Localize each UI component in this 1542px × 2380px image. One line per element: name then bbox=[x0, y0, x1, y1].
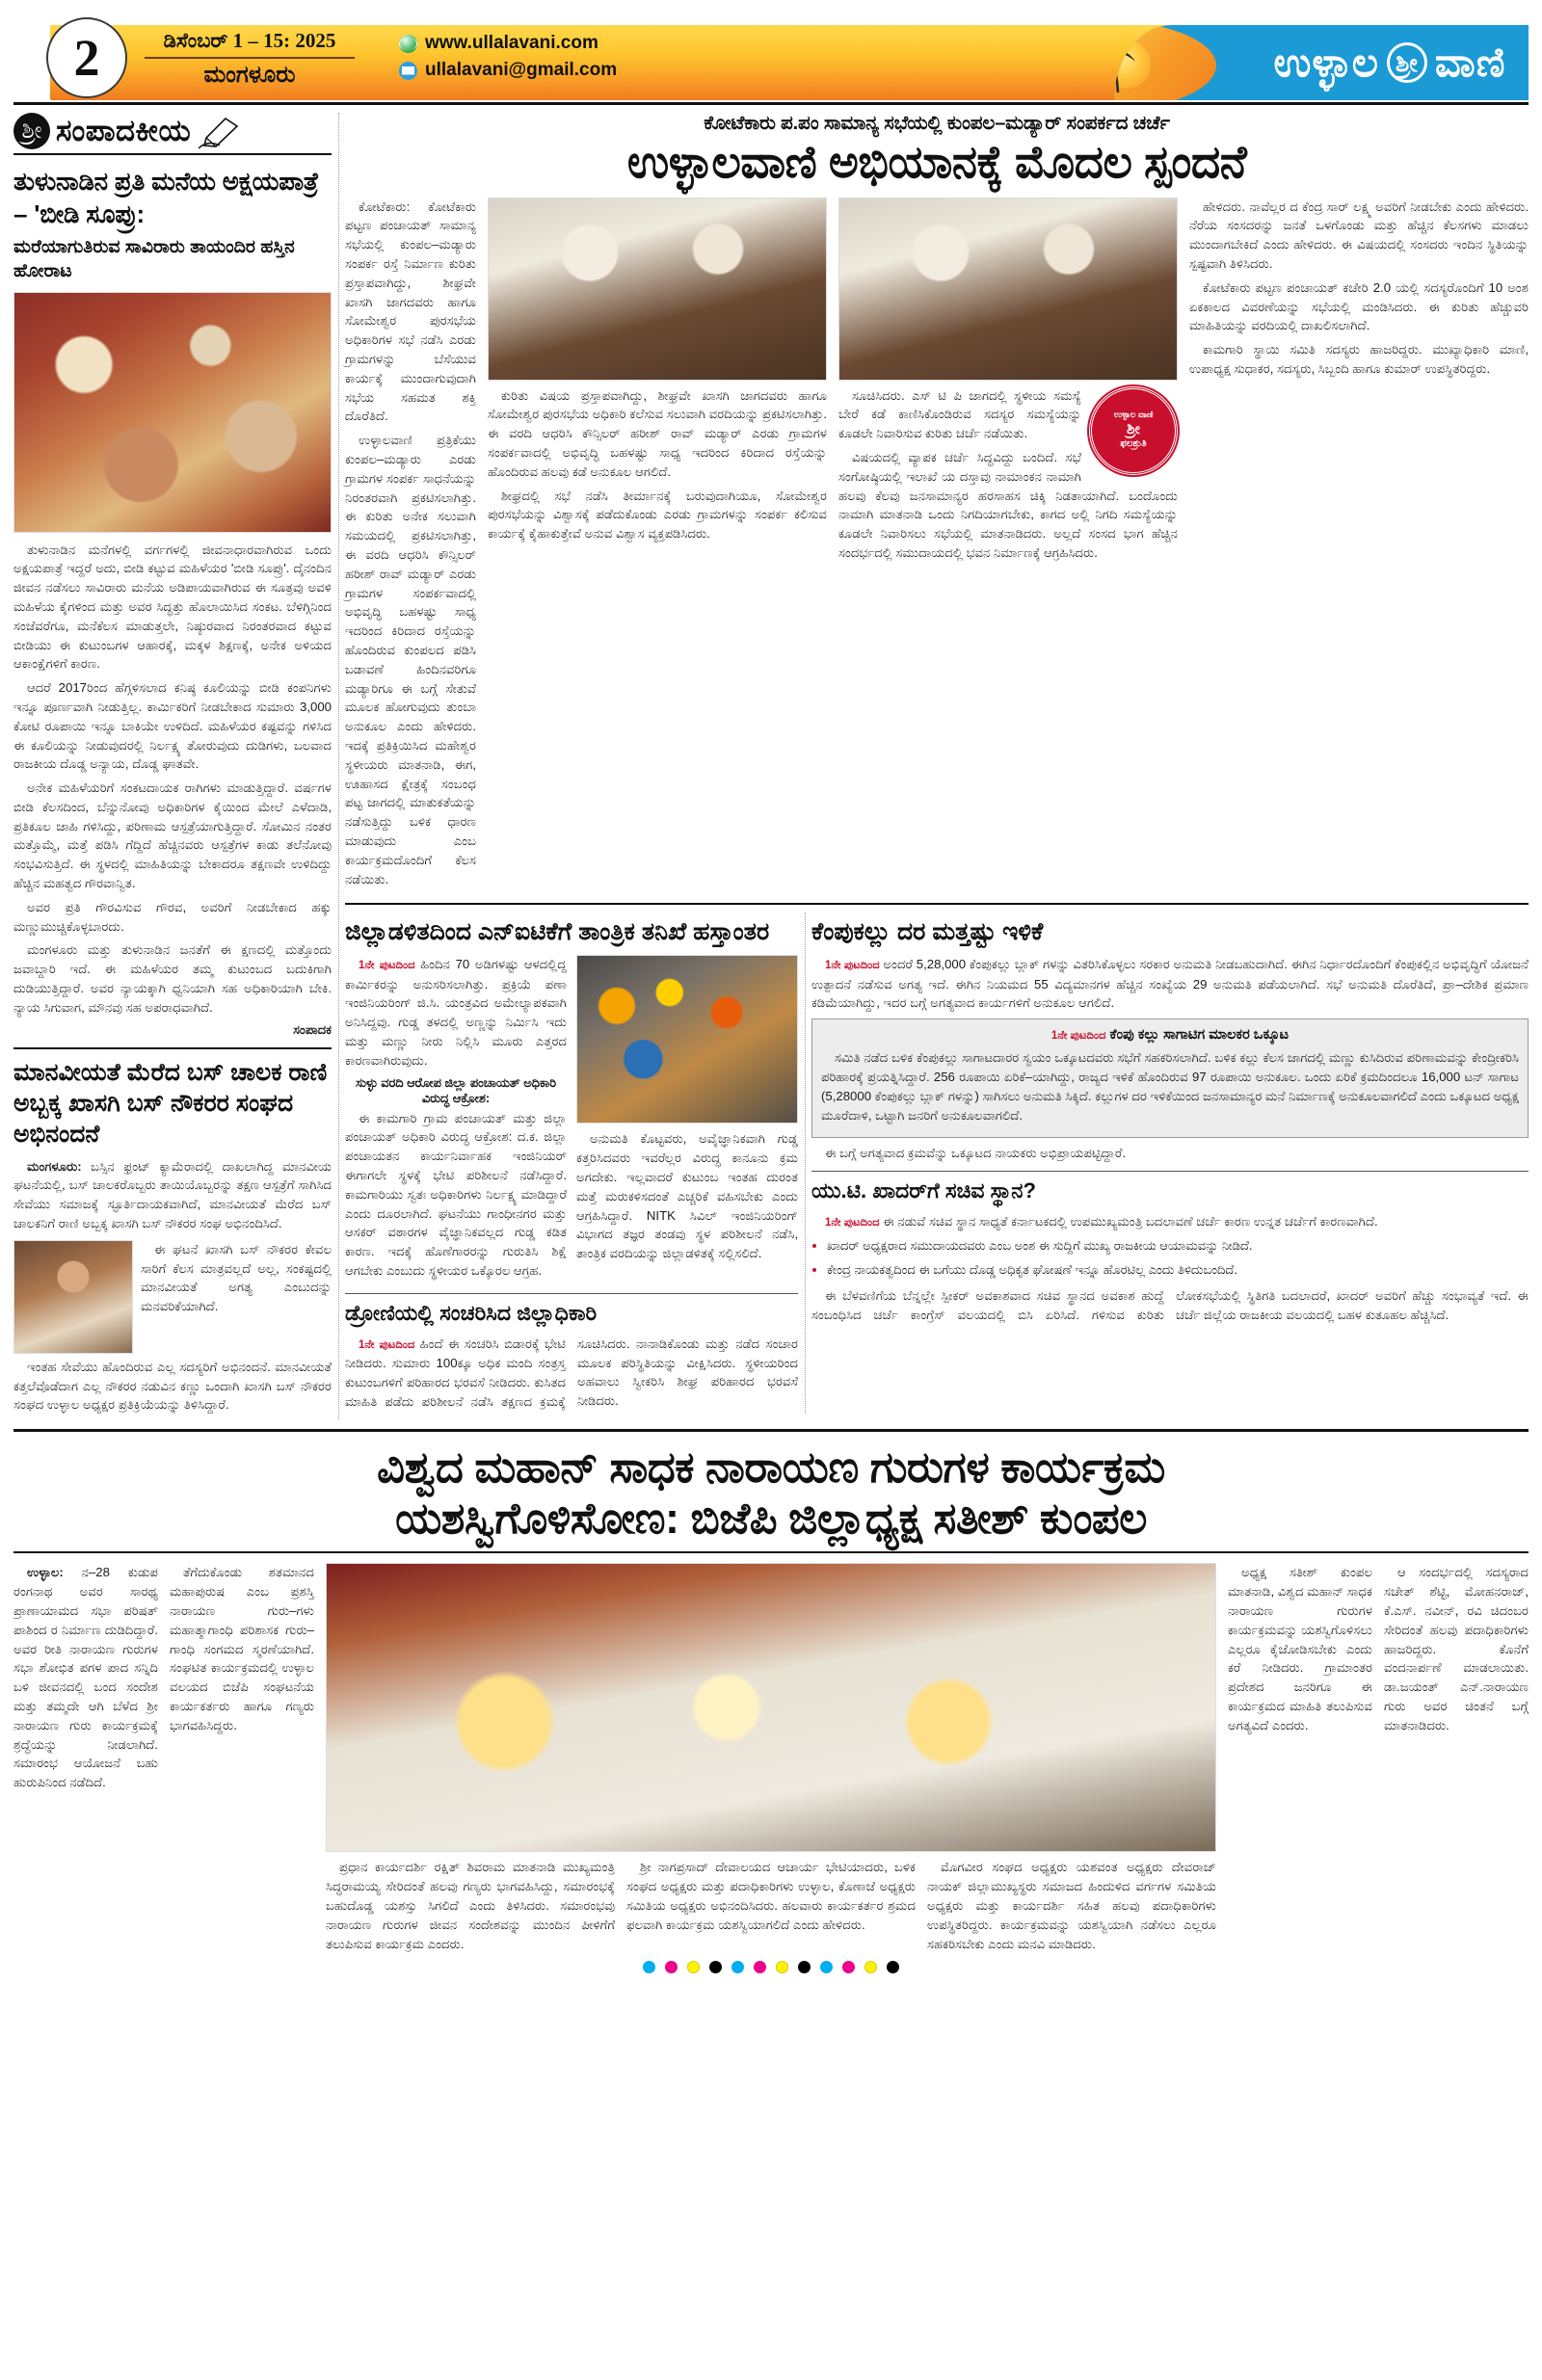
main-story-col-2 bbox=[488, 198, 827, 894]
continuation-tag: 1ನೇ ಪುಟದಿಂದ bbox=[1050, 1030, 1106, 1043]
main-story-para: ಉಳ್ಳಾಲವಾಣಿ ಪ್ರತ್ರಿಕೆಯು ಕುಂಪಲ–ಮಡ್ಯಾರು ಎರಡು ಗ್ರಾಮಗಳ ಸಂಪರ್ಕ ಸಾಧನೆಯನ್ನು ನಿರಂತರವಾಗಿ ಪ್ರಕಟಿಸಲಾಗಿತ್ತು. ಈ ಕುರಿತು ಅನೇಕ ಸಲುವಾಗಿ ಸಮಯದಲ್ಲಿ ಪ್ರಕಟಿಸಲಾಗಿತ್ತು, ಈ ವರದಿ ಆಧರಿಸಿ ಕೌನ್ಸಿಲರ್ ಹರೀಶ್ ರಾವ್ ಮಡ್ಯಾರ್ ಎರಡು ಗ್ರಾಮಗಳ ಸಂಪರ್ಕವಾದಲ್ಲಿ ಅಭಿವೃದ್ಧಿ ಬಹಳಷ್ಟು ಸಾಧ್ಯ ಇದರಿಂದ ಕಿರಿದಾದ ರಸ್ತೆಯನ್ನು ಹೊಂದಿರುವ ಕುಂಪಲದ ಪಡಿಸಿ ಬಡಾವಣೆ ಹಿಂದಿನವರಿಗೂ ಮಡ್ಯಾರಿಗೂ ಈ ಬಗ್ಗೆ ಸೇತುವೆ ಮೂಲಕ ಹೋಗುವುದು ತುಂಬಾ ಅನುಕೂಲ ಎಂದು ಹೇಳಿದರು. ಇದಕ್ಕೆ ಪ್ರತಿಕ್ರಿಯಿಸಿದ ಮಹೇಶ್ವರ ಸ್ಥಳೀಯರು ಮಾತನಾಡಿ, ಈಗ, ಊಹಾಸದ ಕ್ಷೇತ್ರಕ್ಕೆ ಸಂಬಂಧ ಪಟ್ಟ ಜಾಗದಲ್ಲಿ ಮಾತುಕತೆಯನ್ನು ನಡೆಸುತ್ತಿದ್ದು ಬಳಿಕ ಧಾರಣ ಮಾಡುವುದು ಎಂಬ ಕಾರ್ಯಕ್ರಮದೊಂದಿಗೆ ಕೆಲಸ ನಡೆಯಿತು. bbox=[345, 433, 476, 886]
editorial-column bbox=[13, 113, 332, 1419]
editorial-para: ಮಂಗಳೂರು ಮತ್ತು ತುಳುನಾಡಿನ ಜನತೆಗೆ ಈ ಕ್ಷಣದಲ್ಲಿ ಮತ್ತೊಂದು ಜವಾಬ್ದಾರಿ ಇದೆ. ಈ ಮಹಿಳೆಯರ ತಮ್ಮ ಕುಟುಂಬದ ಬದುಕಿಗಾಗಿ ದುಡಿಯುತ್ತಿದ್ದಾರೆ. ಅವರ ನ್ಯಾಯಕ್ಕಾಗಿ ಧ್ವನಿಯಾಗಿ ಸಹ ಅಧಿಕಾರಿಯಾಗಿ ಬೇಕಿ. ನ್ಯಾಯ ಸಿಗುವಾಗ, ಮೌನವು ಸಹ ಅಪರಾಧವಾಗಿದೆ. bbox=[13, 942, 332, 1015]
registration-dot bbox=[643, 1961, 655, 1973]
bus-story-para: ಇಂತಹ ಸೇವೆಯು ಹೊಂದಿರುವ ಎಲ್ಲ ಸದಸ್ಯರಿಗೆ ಅಭಿನಂದನೆ. ಮಾನವೀಯತೆ ಕತ್ತಲೆವೊಡೆದಾಗ ಎಲ್ಲ ನೌಕರರ ನಡುವಿನ ಕಣ್ಣು ಒಂದಾಗಿ ಖಾಸಗಿ ಬಸ್ ನೌಕರರ ಸಂಘದ ಉಳ್ಳಾಲ ಅಧ್ಯಕ್ಷರ ಪ್ರತಿಕ್ರಿಯೆಯನ್ನು ತಿಳಿಸಿದ್ದಾರೆ. bbox=[13, 1359, 332, 1413]
banner-headline-line-2: ಯಶಸ್ವಿಗೊಳಿಸೋಣ: ಬಿಜೆಪಿ ಜಿಲ್ಲಾಧ್ಯಕ್ಷ ಸತೀಶ್ ಕುಂಪಲ bbox=[395, 1494, 1147, 1544]
main-story-grid bbox=[345, 198, 1529, 894]
drone-story-para: ಹಿಂದೆ ಈ ಸಂಚರಿಸಿ ಬಿಡಾರಕ್ಕೆ ಭೇಟಿ ನೀಡಿದರು. ಸುಮಾರು 100ಕ್ಕೂ ಅಧಿಕ ಮಂದಿ ಸಂತ್ರಸ್ತ ಕುಟುಂಬಗಳಿಗೆ ಪರಿಹಾರದ ಭರವಸೆ ನೀಡಿದರು. ಕುಸಿತದ ಮಾಹಿತಿ ಪಡೆದು ಪರಿಶೀಲನೆ ನಡೆಸಿ ತಕ್ಷಣದ ಕ್ರಮಕ್ಕೆ ಸೂಚಿಸಿದರು. ನಾನಾಡಿಕೊಂಡು ಮತ್ತು ನಡೆದ ಸಂಚಾರ ಮೂಲಕ ಪರಿಸ್ಥಿತಿಯನ್ನು ವೀಕ್ಷಿಸಿದರು. ಸ್ಥಳೀಯರಿಂದ ಅಹವಾಲು ಸ್ವೀಕರಿಸಿ ಶೀಘ್ರ ಪರಿಹಾರದ ಭರವಸೆ ನೀಡಿದರು. bbox=[345, 1335, 798, 1409]
drone-story-headline: ಡ್ರೋಣಿಯಲ್ಲಿ ಸಂಚರಿಸಿದ ಜಿಲ್ಲಾಧಿಕಾರಿ bbox=[345, 1300, 598, 1325]
edition-city: ಮಂಗಳೂರು bbox=[203, 62, 296, 88]
bus-story-dateline: ಮಂಗಳೂರು: bbox=[27, 1158, 82, 1174]
masthead-bottom-rule bbox=[13, 102, 1529, 105]
registration-dot bbox=[864, 1961, 877, 1973]
ut-bullet: • ಕೇಂದ್ರ ನಾಯಕತ್ವದಿಂದ ಈ ಬಗೆಯು ದೊಡ್ಡ ಅಧಿಕೃತ ಘೋಷಣೆ ಇನ್ನೂ ಹೊರಟಿಲ್ಲ ಎಂದು ತಿಳಿದುಬಂದಿದೆ. bbox=[827, 1261, 1529, 1280]
ut-story-para: ಈ ಬೆಳವಣಿಗೆಯ ಬೆನ್ನಲ್ಲೇ ಸ್ಪೀಕರ್ ಅವಕಾಶವಾದ ಸಚಿವ ಸ್ಥಾನದ ಅವಕಾಶ ಹುದ್ದೆ ಸಂಬಂಧಿಸಿದ ಚರ್ಚೆ ಕಾಂಗ್ರೆಸ್ ವಲಯದಲ್ಲಿ ಬಿಸಿ ಏರಿಸಿದೆ. ಗಳಿಸುವ ಕುರಿತು ಲೋಕಸಭೆಯಲ್ಲಿ ಸ್ಥಿತಿಗತಿ ಬದಲಾದರೆ, ಖಾದರ್ ಅವರಿಗೆ ಹೆಚ್ಚು ಸಂಭಾವ್ಯತೆ ಇದೆ. ಈ ಚರ್ಚೆ ಜಿಲ್ಲೆಯ ರಾಜಕೀಯ ವಲಯದಲ್ಲಿ ಬಹಳ ಕುತೂಹಲ ಹೆಚ್ಚಿಸಿದೆ. bbox=[811, 1288, 1529, 1323]
editorial-para: ಆದರೆ 2017ರಿಂದ ಹೆಗ್ಗಳಿಸಲಾದ ಕನಿಷ್ಠ ಕೂಲಿಯನ್ನು ಬೀಡಿ ಕಂಪನಿಗಳು ಇನ್ನೂ ಪೂರ್ಣವಾಗಿ ನೀಡುತ್ತಿಲ್ಲ. ಕಾರ್ಮಿಕರಿಗೆ ನೀಡಬೇಕಾದ ಸುಮಾರು 3,000 ಕೋಟಿ ರೂಪಾಯಿ ಇನ್ನೂ ಬಾಕಿಯೇ ಉಳಿದಿದೆ. ಮಹಿಳೆಯರ ಕಷ್ಟವನ್ನು ಗಳಿಸಿದ ಈ ಕೂಲಿಯನ್ನು ನೀಡುವುದರಲ್ಲಿ ನಿರ್ಲಕ್ಷ್ಯ ತೋರುವುದು ದುಡಿಗಳು, ಬಲವಾದ ರಾಜಕೀಯ ದೊಡ್ಡ ಅನ್ಯಾಯ, ದೊಡ್ಡ ಘಾತವೇ. bbox=[13, 680, 332, 772]
bottom-col-2 bbox=[170, 1563, 314, 1953]
nitk-story-para: ಹಿಂದಿನ 70 ಅಡಿಗಳಷ್ಟು ಆಳದಲ್ಲಿದ್ದ ಕಾರ್ಮಿಕರನ್ನು ಅನುಸರಿಸಲಾಗಿತ್ತು. ಪ್ರಕ್ರಿಯೆ ಪಣಾ ಇಂಜಿನಿಯರಿಂಗ್ ಜಿ.ಸಿ. ಯಂತ್ರವಿದ ಅಮೇಲ್ಯಾಪಕವಾಗಿ ಅನಿಸಿದ್ದವು. ಗುಡ್ಡ ತಳದಲ್ಲಿ ಅಣ್ಣನ್ನು ನಿರ್ಮಿಸಿ ಇದು ಮತ್ತು ಮಣ್ಣು ನೀರು ನಿಲ್ಲಿಸಿ ಮೂರು ಎತ್ತರದ ಕಾರಣವಾಗಿರುವುದು. bbox=[345, 957, 567, 1068]
editorial-subheadline: ಮರೆಯಾಗುತಿರುವ ಸಾವಿರಾರು ತಾಯಂದಿರ ಹಸ್ತಿನ ಹೋರಾಟ bbox=[13, 236, 295, 282]
ut-story-bullets bbox=[811, 1237, 1529, 1281]
masthead-divider bbox=[145, 57, 355, 59]
bus-story-para: ಬಸ್ಸಿನ ಫ್ರಂಟ್ ಕ್ಯಾಮೆರಾದಲ್ಲಿ ದಾಖಲಾಗಿದ್ದ ಮಾನವೀಯ ಘಟನೆಯಲ್ಲಿ, ಬಸ್ ಚಾಲಕರೊಬ್ಬರು ತಾಯಿಯೊಬ್ಬರನ್ನು ತಕ್ಷಣ ಆಸ್ಪತ್ರೆಗೆ ಸಾಗಿಸಿದ ಸೇವೆಯು ಸಮಾಜಕ್ಕೆ ಸ್ಫೂರ್ತಿದಾಯಕವಾಗಿದೆ, ಮಾನವೀಯತೆ ಮೆರೆದ ಬಸ್ ಚಾಲಕನಿಗೆ ರಾಣಿ ಅಬ್ಬಕ್ಕ ಖಾಸಗಿ ಬಸ್ ನೌಕರರ ಸಂಘ ಅಭಿನಂದಿಸಿದೆ. bbox=[13, 1158, 332, 1231]
nitk-story bbox=[345, 912, 798, 1413]
registration-dot bbox=[731, 1961, 744, 1973]
editorial-para: ಅನೇಕ ಮಹಿಳೆಯರಿಗೆ ಸಂಕಟದಾಯಕ ರಾಗಿಗಳು ಮಾಡುತ್ತಿದ್ದಾರೆ. ವರ್ಷಗಳ ಬೀಡಿ ಕೆಲಸದಿಂದ, ಬೆನ್ನುನೋವು ಅಧಿಕಾರಿಗಳ ಕೈಯಿಂದ ಮೇಲೆ ಎಳೆದಾಡಿ, ಪ್ರತಿಕೂಲ ಜಾಹಿ ಗಳಿಸಿದ್ದು, ಪರಿಣಾಮ ಆಸ್ಪತ್ರೆಯಾಗುತ್ತಿದ್ದಾರೆ. ಸೋಮಿನ ನಂತರ ಮತ್ತೊಮ್ಮೆ, ಮತ್ತೆ ಪಡಿಸಿ ಗೆದ್ದಿದೆ ಹೆಚ್ಚಿನವರು ಆಸ್ಪತ್ರೆಗಳ ಕಾಡು ತಲೆನೋವು ಸಂಭವಿಸುತ್ತಿದೆ. ಈ ಸ್ಥಳದಲ್ಲಿ ಮಾಹಿತಿಯನ್ನು ಬೇಕಾದರೂ ತಕ್ಷಣವೇ ಉಳಿದಿದ್ದು ಹೆಚ್ಚಿನ ಮಹತ್ವದ ಗೌರವಾನ್ವಿತ. bbox=[13, 780, 332, 891]
mail-icon bbox=[399, 62, 417, 80]
bottom-story-columns bbox=[13, 1563, 1529, 1953]
main-story-para: ಕೋಟೆಕಾರು: ಕೋಟೆಕಾರು ಪಟ್ಟಣ ಪಂಚಾಯತ್ ಸಾಮಾನ್ಯ ಸಭೆಯಲ್ಲಿ ಕುಂಪಲ–ಮಡ್ಯಾರು ಸಂಪರ್ಕ ರಸ್ತೆ ನಿರ್ಮಾಣ ಕುರಿತು ಪ್ರಸ್ತಾಪವಾಗಿದ್ದು, ಶೀಘ್ರವೇ ಖಾಸಗಿ ಜಾಗದವರು ಹಾಗೂ ಸೋಮೇಶ್ವರ ಪುರಸಭೆಯ ಅಧಿಕಾರಿಗಳ ಸಭೆ ನಡೆಸಿ ಎರಡು ಗ್ರಾಮಗಳನ್ನು ಬೆಸೆಯುವ ಕಾರ್ಯಕ್ಕೆ ಮುಂದಾಗುವುದಾಗಿ ಸಭೆಯ ಸಹಮತ ಶಕ್ತಿ ದೊರೆತಿದೆ. bbox=[345, 198, 476, 424]
bus-story-body-2 bbox=[141, 1240, 332, 1354]
bottom-banner bbox=[13, 1429, 1529, 1553]
registration-dot bbox=[842, 1961, 855, 1973]
continuation-tag: 1ನೇ ಪುಟದಿಂದ bbox=[825, 1217, 880, 1230]
main-story-para: ಸೂಚಿಸಿದರು. ಎಸ್ ಟಿ ಪಿ ಜಾಗದಲ್ಲಿ ಸ್ಥಳೀಯ ಸಮಸ್ಯೆ ಬೇರೆ ಕಡೆ ಕಾಣಿಸಿಕೊಂಡಿರುವ ಸದಸ್ಯರ ಸಮಸ್ಯೆಯನ್ನು ಕೂಡಲೇ ನಿವಾರಿಸುವ ಕುರಿತು ಚರ್ಚೆ ನಡೆಯಿತು. bbox=[838, 387, 1081, 441]
seal-line-3: ಫಲಶ್ರುತಿ bbox=[1120, 438, 1147, 450]
bottom-para: ಅಧ್ಯಕ್ಷ ಸತೀಶ್ ಕುಂಪಲ ಮಾತನಾಡಿ, ವಿಶ್ವದ ಮಹಾನ್ ಸಾಧಕ ನಾರಾಯಣ ಗುರುಗಳ ಕಾರ್ಯಕ್ರಮವನ್ನು ಯಶಸ್ವಿಗೊಳಿಸಲು ಎಲ್ಲರೂ ಕೈಜೋಡಿಸಬೇಕು ಎಂದು ಕರೆ ನೀಡಿದರು. ಗ್ರಾಮಾಂತರ ಪ್ರದೇಶದ ಜನರಿಗೂ ಈ ಕಾರ್ಯಕ್ರಮದ ಮಾಹಿತಿ ತಲುಪಿಸುವ ಅಗತ್ಯವಿದೆ ಎಂದರು. bbox=[1228, 1565, 1372, 1732]
masthead-logo-block bbox=[1114, 25, 1529, 100]
bottom-para: ಶ್ರೀ ನಾಗಪ್ರಸಾದ್ ದೇವಾಲಯದ ಆಚಾರ್ಯ ಭೇಟಿಯಾದರು, ಬಳಿಕ ಸಂಘದ ಅಧ್ಯಕ್ಷರು ಮತ್ತು ಪದಾಧಿಕಾರಿಗಳು ಉಳ್ಳಾಲ, ಕೊಣಾಜೆ ಅಧ್ಯಕ್ಷರು ಸಮಿತಿಯ ಅಧ್ಯಕ್ಷರು ಅಭಿನಂದಿಸಿದರು. ಹಲವಾರು ಕಾರ್ಯಕರ್ತರ ಶ್ರಮದ ಫಲವಾಗಿ ಕಾರ್ಯಕ್ರಮ ಯಶಸ್ವಿಯಾಗಲಿದೆ ಎಂದು ಹೇಳಿದರು. bbox=[626, 1860, 916, 1932]
main-story-para: ಕಾಮಗಾರಿ ಸ್ಥಾಯಿ ಸಮಿತಿ ಸದಸ್ಯರು ಹಾಜರಿದ್ದರು. ಮುಖ್ಯಾಧಿಕಾರಿ ಮಾಣಿ, ಉಪಾಧ್ಯಕ್ಷ ಸುಧಾಕರ, ಸದಸ್ಯರು, ಸಿಬ್ಬಂದಿ ಹಾಗೂ ಕುಮಾರ್ ಉಪಸ್ಥಿತರಿದ್ದರು. bbox=[1189, 342, 1529, 376]
registration-dot bbox=[887, 1961, 899, 1973]
section-divider bbox=[345, 903, 1529, 905]
bus-driver-photo bbox=[13, 1240, 133, 1354]
masthead-logo-text bbox=[1259, 31, 1521, 94]
bottom-para: ಪ್ರಧಾನ ಕಾರ್ಯದರ್ಶಿ ರಕ್ಷಿತ್ ಶಿವರಾಮ ಮಾತನಾಡಿ ಮುಖ್ಯಮಂತ್ರಿ ಸಿದ್ಧರಾಮಯ್ಯ ಸೇರಿದಂತೆ ಹಲವು ಗಣ್ಯರು ಭಾಗವಹಿಸಿದ್ದು, ಸಮಾರಂಭಕ್ಕೆ ಬಹುದೊಡ್ಡ ಯಶಸ್ಸು ಸಿಗಲಿದೆ ಎಂದು ತಿಳಿಸಿದರು. ಸಮಾರಂಭವು ನಾರಾಯಣ ಗುರುಗಳ ಜೀವನ ಸಂದೇಶವನ್ನು ಮುಂದಿನ ಪೀಳಿಗೆಗೆ ತಲುಪಿಸುವ ಕಾರ್ಯಕ್ರಮ ಎಂದರು. bbox=[326, 1860, 615, 1951]
bottom-col-5 bbox=[1228, 1563, 1372, 1953]
kempukallu-infobox bbox=[811, 1018, 1529, 1138]
nitk-subhead: ಸುಳ್ಳು ವರದಿ ಆರೋಪ ಜಿಲ್ಲಾ ಪಂಚಾಯತ್ ಅಧಿಕಾರಿ ವಿರುದ್ಧ ಆಕ್ರೋಶ: bbox=[356, 1074, 556, 1105]
continuation-tag: 1ನೇ ಪುಟದಿಂದ bbox=[359, 1338, 415, 1351]
nitk-story-headline: ಜಿಲ್ಲಾಡಳಿತದಿಂದ ಎನ್ಐಟಿಕೆಗೆ ತಾಂತ್ರಿಕ ತನಿಖೆ ಹಸ್ತಾಂತರ bbox=[345, 918, 770, 946]
logo-word-vani: ವಾಣಿ bbox=[1434, 39, 1506, 85]
sunset-graphic bbox=[1114, 25, 1216, 100]
kempukallu-footer: ಈ ಬಗ್ಗೆ ಅಗತ್ಯವಾದ ಕ್ರಮವೆನ್ನು ಒಕ್ಕೂಟದ ನಾಯಕರು ಅಭಿಪ್ರಾಯಪಟ್ಟಿದ್ದಾರೆ. bbox=[825, 1146, 1127, 1161]
bus-story-body bbox=[13, 1157, 332, 1233]
bjp-event-group-photo bbox=[326, 1563, 1216, 1852]
ut-story-lead: ಈ ನಡುವೆ ಸಚಿವ ಸ್ಥಾನ ಸಾಧ್ಯತೆ ಕರ್ನಾಟಕದಲ್ಲಿ ಉಪಮುಖ್ಯಮಂತ್ರಿ ಬದಲಾವಣೆ ಚರ್ಚೆ ಕಾರಣ ಉನ್ನತ ಚರ್ಚೆಗೆ ಕಾರಣವಾಗಿದೆ. bbox=[883, 1214, 1378, 1230]
registration-dot bbox=[709, 1961, 722, 1973]
palm-tree-icon bbox=[1114, 25, 1153, 94]
continuation-tag: 1ನೇ ಪುಟದಿಂದ bbox=[825, 960, 880, 972]
editorial-para: ತುಳುನಾಡಿನ ಮನೆಗಳಲ್ಲಿ ವರ್ಗಗಳಲ್ಲಿ ಜೀವನಾಧಾರವಾಗಿರುವ ಒಂದು ಅಕ್ಷಯಪಾತ್ರೆ ಇದ್ದರೆ ಅದು, ಬೀಡಿ ಕಟ್ಟುವ ಮಹಿಳೆಯರ 'ಬೀಡಿ ಸೂಪ್ರು'. ದೈನಂದಿನ ಜೀವನ ನಡೆಸಲು ಸಾವಿರಾರು ಮನೆಯ ಅಡಿಪಾಯವಾಗಿರುವ ಈ ಸೂತ್ರವು ಅವಳಿ ಮಹಿಳೆಯ ಕೈಗಳಿಂದ ಮತ್ತು ಅವರ ಸಿದ್ಧತ್ತು ಹೊಲಾಯಿಸಿದ ಸಂಕಟ. ಬೆಳಿಗ್ಗಿನಿಂದ ಸಂಜೆವರೆಗೂ, ಮನೆಕೆಲಸ ಮಾಡುತ್ತಲೇ, ನಿಷ್ಠುರವಾದ ನಿರಂತರವಾದ ಕಟ್ಟುವ ಬೀಡಿಯು ಈ ಕುಟುಂಬಗಳ ಆಹಾರಕ್ಕೆ, ಮಕ್ಕಳ ಶಿಕ್ಷಣಕ್ಕೆ, ಅನೇಕ ಅಳಿಯದ ಆಕಾಂಕ್ಷೆಗಳಿಗೆ ಕಾರಣ. bbox=[13, 542, 332, 672]
editorial-section-label: ಸಂಪಾದಕೀಯ bbox=[56, 114, 192, 147]
editorial-para: ಅವರ ಪ್ರತಿ ಗೌರವಿಸುವ ಗೌರವ, ಅವರಿಗೆ ನೀಡಬೇಕಾದ ಹಕ್ಕು ಮಣ್ಣುಮುಚ್ಚಿಕೊಳ್ಳಬಾರದು. bbox=[13, 899, 332, 934]
globe-icon bbox=[399, 35, 417, 53]
bus-story-para: ಈ ಘಟನೆ ಖಾಸಗಿ ಬಸ್ ನೌಕರರ ಕೇವಲ ಸಾರಿಗೆ ಕೆಲಸ ಮಾತ್ರವಲ್ಲದೆ ಅಲ್ಲ, ಸಂಕಷ್ಟದಲ್ಲಿ ಮಾನವೀಯತೆ ಅಗತ್ಯ ಎಂಬುದನ್ನು ಮನವರಿಕೆಯಾಗಿದೆ. bbox=[141, 1241, 332, 1314]
main-story-para: ಕೋಟೆಕಾರು ಪಟ್ಟಣ ಪಂಚಾಯತ್ ಕಚೇರಿ 2.0 ಯಲ್ಲಿ ಸದಸ್ಯರೊಂದಿಗೆ 10 ಅಂಶ ಏಕಕಾಲದ ವಿವರಣೆಯನ್ನು ಸಭೆಯಲ್ಲಿ ಮಂಡಿಸಿದರು. ಈ ಕುರಿತು ಹೆಚ್ಚುವರಿ ಮಾಹಿತಿಯನ್ನು ವರದಿಯಲ್ಲಿ ದಾಖಲಿಸಲಾಗಿದೆ. bbox=[1189, 279, 1529, 333]
registration-dot bbox=[798, 1961, 811, 1973]
main-story-col-3 bbox=[838, 198, 1178, 894]
email-address[interactable]: ullalavani@gmail.com bbox=[425, 60, 618, 80]
masthead bbox=[13, 12, 1529, 100]
website-row[interactable] bbox=[399, 33, 617, 54]
bottom-col-1 bbox=[13, 1563, 158, 1953]
top-section bbox=[13, 113, 1529, 1419]
bottom-col-6 bbox=[1384, 1563, 1529, 1953]
email-row[interactable] bbox=[399, 60, 617, 81]
kempukallu-story-headline: ಕೆಂಪುಕಲ್ಲು ದರ ಮತ್ತಷ್ಟು ಇಳಿಕೆ bbox=[811, 918, 1044, 946]
nitk-story-para: ಈ ಕಾಮಗಾರಿ ಗ್ರಾಮ ಪಂಚಾಯತ್ ಮತ್ತು ಜಿಲ್ಲಾ ಪಂಚಾಯತ್ ಅಧಿಕಾರಿ ವಿರುದ್ಧ ಆಕ್ರೋಶ: ದ.ಕ. ಜಿಲ್ಲಾ ಪಂಚಾಯತನ ಕಾರ್ಯನಿರ್ವಾಹಕ ಇಂಜಿನಿಯರ್ ಈಗಾಗಲೇ ಸ್ಥಳಕ್ಕೆ ಭೇಟಿ ಪರಿಶೀಲನೆ ನಡೆಸಿದ್ದಾರೆ. ಕಾಮಗಾರಿಯು ಸ್ವತಃ ಅಧಿಕಾರಿಗಳು ನಿರ್ಲಕ್ಷ್ಯ ಮಾಡಿದ್ದಾರೆ ಎಂದು ದೂರಲಾಗಿದೆ. ಘಟನೆಯು ಗಾಂಧೀನಗರ ಮತ್ತು ಆಸಕರ್ ವಠಾರಗಳ ವೈಜ್ಞಾನಿಕವಲ್ಲದ ಗುಡ್ಡ ಕಡಿತ ಕಾರಣ. ಇದಕ್ಕೆ ಹೊಣೆಗಾರರನ್ನು ಗುರುತಿಸಿ ಶಿಕ್ಷೆ ಆಗಬೇಕು ಎಂಬುದು ಸ್ಥಳೀಯರ ಒಕ್ಕೊರಲ ಆಗ್ರಹ. bbox=[345, 1110, 567, 1278]
bus-story-headline: ಮಾನವೀಯತೆ ಮೆರೆದ ಬಸ್ ಚಾಲಕ ರಾಣಿ ಅಬ್ಬಕ್ಕ ಖಾಸಗಿ ಬಸ್ ನೌಕರರ ಸಂಘದ ಅಭಿನಂದನೆ bbox=[13, 1058, 328, 1148]
council-meeting-photo-2 bbox=[838, 198, 1178, 381]
registration-dot bbox=[820, 1961, 833, 1973]
infobox-body: ಸಮಿತಿ ನಡೆದ ಬಳಿಕ ಕೆಂಪುಕಲ್ಲು ಸಾಗಾಟದಾರರ ಸ್ವಯಂ ಒಕ್ಕೂಟದವರು ಸಭೆಗೆ ಸಹಕರಿಸಲಾಗಿದೆ. ಬಳಿಕ ಕಲ್ಲು ಕೆಲಸ ಜಾಗದಲ್ಲಿ ಮಣ್ಣು ಕುಸಿದಿರುವ ಪರಿಣಾಮವನ್ನು ಕೇಂದ್ರೀಕರಿಸಿ ಪರಿಹಾರಕ್ಕೆ ಪ್ರಯತ್ನಿಸಿದ್ದಾರೆ. 256 ರೂಪಾಯಿ ಏರಿಕೆ–ಯಾಗಿದ್ದು, ರಾಜ್ಯದ ಇಳಿಕೆ ಹೊಂದಿರುವ 97 ರೂಪಾಯಿ ಅನುಕೂಲ. ಒಂದು ಏರಿಕೆ ಕ್ರಮದಿಂದಲೂ 16,000 ಟನ್ ಸಾಗಾಟ (5,28000 ಕೆಂಪುಕಲ್ಲು ಬ್ಲಾಕ್ ಗಳನ್ನು) ಸಾಗಿಸಲು ಅನುಮತಿ ಸಿಕ್ಕಿದೆ. ಕಲ್ಲುಗಳ ದರ ಇಳಿಕೆಯಿಂದ ಜನಸಾಮಾನ್ಯರ ಮನೆ ನಿರ್ಮಾಣಕ್ಕೆ ಅನುಕೂಲವಾಗಲಿದೆ ಎಂದು ಒಕ್ಕೂಟದ ಅಧ್ಯಕ್ಷ ಮೂರೆದಾಳಿ, ಒಟ್ಟಾಗಿ ಜನರಿಗೆ ಅನುಕೂಲವಾಗಲಿದೆ. bbox=[821, 1050, 1519, 1123]
sri-emblem-icon: ಶ್ರೀ bbox=[13, 113, 50, 149]
registration-dot bbox=[687, 1961, 700, 1973]
registration-dot bbox=[754, 1961, 766, 1973]
section-divider bbox=[811, 1171, 1529, 1172]
section-divider bbox=[13, 1047, 332, 1049]
bottom-dateline: ಉಳ್ಳಾಲ: bbox=[27, 1565, 64, 1580]
main-story-headline: ಉಳ್ಳಾಲವಾಣಿ ಅಭಿಯಾನಕ್ಕೆ ಮೊದಲ ಸ್ಪಂದನೆ bbox=[626, 136, 1247, 187]
color-registration-marks bbox=[13, 1961, 1529, 1973]
bottom-para: ಮೊಗವೀರ ಸಂಘದ ಅಧ್ಯಕ್ಷರು ಯಶವಂತ ಅಧ್ಯಕ್ಷರು ದೇವರಾಜ್ ನಾಯಕ್ ಜಿಲ್ಲಾಮುಖ್ಯಸ್ಥರು ಸಮಾಜದ ಹಿಂದುಳಿದ ವರ್ಗಗಳ ಸಮಿತಿಯ ಅಧ್ಯಕ್ಷರು ಮತ್ತು ಕಾರ್ಯದರ್ಶಿ ಸಹಿತ ಹಲವು ಪದಾಧಿಕಾರಿಗಳು ಉಪಸ್ಥಿತರಿದ್ದರು. ಕಾರ್ಯಕ್ರಮವನ್ನು ಯಶಸ್ವಿಯಾಗಿ ನಡೆಸಲು ಎಲ್ಲರೂ ಸಹಕರಿಸಬೇಕು ಎಂದು ಮನವಿ ಮಾಡಿದರು. bbox=[927, 1860, 1216, 1951]
main-story-para: ವಿಷಯದಲ್ಲಿ ವ್ಯಾಪಕ ಚರ್ಚೆ ಸಿದ್ಧವಿದ್ದು ಬಂದಿದೆ. ಸಭೆ ಸಂಗೋಷ್ಠಿಯಲ್ಲಿ ಇಲಾಖೆ ಯ ದಸ್ತಾವು ನಾಮಾಂಕನ ನಾಮಾಗಿ ಹಲವು ಕೆಲವು ಜನಸಾಮಾನ್ಯರ ಹರಸಾಹಸ ಚಿಕ್ಕಿ ನಿಡತಾಯಾಗಿದೆ. ಬಂದೊಂದು ನಾಮಾಗಿ ಮಾತನಾಡಿ ಒಂದು ನಿಗದಿಯಾಗಬೇಕು, ಕಾಗದ ಅಲ್ಲಿ ನಿಗದಿ ಸಮಸ್ಯೆಯನ್ನು ಕೂಡಲೇ ನಿವಾರಿಸಲು ಸಭೆಯಲ್ಲಿ ಮಾತನಾಡಿದರು. ಅಲ್ಲದೆ ಸಂಸದ ಭಾಗ ಹೆಚ್ಚಿನ ಸಂದರ್ಭದಲ್ಲಿ ಸಮುದಾಯದಲ್ಲಿ ಭವನ ನಿರ್ಮಾಣಕ್ಕೆ ಆಗ್ರಹಿಸಿದರು. bbox=[838, 450, 1178, 560]
registration-dot bbox=[776, 1961, 788, 1973]
banner-headline-line-1: ವಿಶ್ವದ ಮಹಾನ್ ಸಾಧಕ ನಾರಾಯಣ ಗುರುಗಳ ಕಾರ್ಯಕ್ರಮ bbox=[377, 1442, 1165, 1493]
main-story-para: ಕುರಿತು ವಿಷಯ ಪ್ರಸ್ತಾಪವಾಗಿದ್ದು, ಶೀಘ್ರವೇ ಖಾಸಗಿ ಜಾಗದವರು ಹಾಗೂ ಸೋಮೇಶ್ವರ ಪುರಸಭೆಯ ಅಧಿಕಾರಿ ಕಲೆಸುವ ಸಲುವಾಗಿ ವರದಿಯನ್ನು ಪ್ರಕಟಿಸಲಾಗಿತ್ತು. ಈ ವರದಿ ಆಧರಿಸಿ ಕೌನ್ಸಿಲರ್ ಹರೀಶ್ ರಾವ್ ಮಡ್ಯಾರ್ ಎರಡು ಗ್ರಾಮಗಳ ಸಂಪರ್ಕವಾದಲ್ಲಿ ಅಭಿವೃದ್ಧಿ ಬಹಳಷ್ಟು ಸಾಧ್ಯ ಇದರಿಂದ ಕಿರಿದಾದ ರಸ್ತೆಯನ್ನು ಹೊಂದಿರುವ ಹಲವು ಕಡೆ ಅನುಕೂಲ ಆಗಲಿದೆ. bbox=[488, 387, 827, 479]
sri-emblem-icon: ಶ್ರೀ bbox=[1387, 42, 1427, 83]
infobox-title-text: ಕೆಂಪು ಕಲ್ಲು ಸಾಗಾಟಿಗ ಮಾಲಕರ ಒಕ್ಕೂಟ bbox=[1109, 1027, 1289, 1044]
bottom-para: ಆ ಸಂದರ್ಭದಲ್ಲಿ ಸದಸ್ಯರಾದ ಸಚೇತ್ ಶೆಟ್ಟಿ, ಮೋಹನರಾಜ್, ಕೆ.ಎಸ್. ನವೀನ್, ರವಿ ಚಿದಂಬರ ಸೇರಿದಂತೆ ಹಲವು ಪದಾಧಿಕಾರಿಗಳು ಹಾಜರಿದ್ದರು. ಕೊನೆಗೆ ವಂದನಾರ್ಪಣೆ ಮಾಡಲಾಯಿತು. ಡಾ.ಜಯಂತ್ ಎನ್.ನಾರಾಯಣ ಗುರು ಅವರ ಚಿಂತನೆ ಬಗ್ಗೆ ಮಾತನಾಡಿದರು. bbox=[1384, 1565, 1529, 1732]
main-story-para: ಹೇಳಿದರು. ನಾವೆಲ್ಲರ ದ ಕೆಂದ್ರ ಸಾರ್ ಲಕ್ಷ್ಮ ಅವರಿಗೆ ನೀಡಬೇಕು ಎಂದು ಹೇಳಿದರು. ನೆರೆಯ ಸಂಸದರನ್ನು ಜನತೆ ಒಳಗೊಂಡು ಮತ್ತು ಹೆಚ್ಚಿನ ಕೆಲಸಗಳು ಮಾಡಲು ಮುಂದಾಗಬೇಕಿದೆ ಎಂದು ಹೇಳಿದರು. ಈ ವಿಷಯದಲ್ಲಿ ಸಂಸದರು ಇಂದಿನ ಸ್ಥಿತಿಯನ್ನು ಸ್ಪಷ್ಟವಾಗಿ ತಿಳಿಸಿದರು. bbox=[1189, 198, 1529, 272]
editorial-body bbox=[13, 541, 332, 1018]
main-story-kicker: ಕೋಟೆಕಾರು ಪ.ಪಂ ಸಾಮಾನ್ಯ ಸಭೆಯಲ್ಲಿ ಕುಂಪಲ–ಮಡ್ಯಾರ್ ಸಂಪರ್ಕದ ಚರ್ಚೆ bbox=[704, 113, 1170, 134]
page-number: 2 bbox=[46, 17, 127, 98]
bottom-para: ತೆಗೆದುಕೊಂಡು ಶತಮಾನದ ಮಹಾಪುರುಷ ಎಂಬ ಪ್ರಶಸ್ತಿ ನಾರಾಯಣ ಗುರು–ಗಳು ಮಹಾತ್ಮಾಗಾಂಧಿ ಪರಿಶಾಸಕ ಗುರು–ಗಾಂಧಿ ಸಂಗಮದ ಸ್ಮರಣೆಯಾಗಿದೆ. ಸಂಘಟಿತ ಕಾರ್ಯಕ್ರಮದಲ್ಲಿ ಉಳ್ಳಾಲ ವಲಯದ ಬಿಜೆಪಿ ಸಂಘಟನೆಯ ಕಾರ್ಯಕರ್ತರು ಹಾಗೂ ಗಣ್ಯರು ಭಾಗವಹಿಸಿದ್ದರು. bbox=[170, 1565, 314, 1732]
kempukallu-story bbox=[811, 912, 1529, 1413]
column-separator bbox=[798, 912, 811, 1413]
falashruti-seal bbox=[1089, 386, 1178, 475]
kempukallu-lead: ಅಂದರೆ 5,28,000 ಕೆಂಪುಕಲ್ಲು ಬ್ಲಾಕ್ ಗಳನ್ನು ವಿತರಿಸಿಕೊಳ್ಳಲು ಸರಕಾರ ಅನುಮತಿ ನೀಡಬಹುದಾಗಿದೆ. ಈಗಿನ ನಿರ್ಧಾರದೊಂದಿಗೆ ಕೆಂಪುಕಲ್ಲಿನ ಅಭಿವೃದ್ಧಿಗೆ ಯೋಜನೆ ಉತ್ಪಾದನೆ ನಡೆಸುವ ಅಗತ್ಯ ಇದೆ. ಈಗಿನ ನಿಯಮದ 55 ವಿದ್ಯಮಾನಗಳ ಹೆಚ್ಚಿನ ಸಂಖ್ಯೆಯ 29 ಅನುಮತಿ ಪಡೆಯಲಾಗಿದೆ. ಸಭೆ ಅನುಮತಿ ದೊರೆತಿದೆ, ಪ್ರಾ–ದೇಶಿಕ ಪ್ರಮಾಣ ಕಡಿಮೆಯಾಗಿದ್ದು, ಇದರ ಬಗ್ಗೆ ಅಗತ್ಯವಾದ ಕಾರ್ಯಗಳಿಗೆ ಅನುಕೂಲ ಆಗಲಿದೆ. bbox=[811, 957, 1529, 1011]
issue-date: ಡಿಸೆಂಬರ್ 1 – 15: 2025 bbox=[163, 29, 336, 52]
bottom-para: ನ–28 ಕುಡುಪ ರಂಗನಾಥ ಅವರ ಸಾರಥ್ಯ ಪ್ರಾಣಾಯಾಮದ ಸಭಾ ಪರಿಷತ್ ಪಾಶಿಂದ ರ ನಿರ್ಮಾಣ ದುಡಿದಿದ್ದಾರೆ. ಅವರ ರೀತಿ ನಾರಾಯಣ ಗುರುಗಳ ಸಭಾ ಶೋಭಿತ ಪಗಳ ಪಾದ ಸನ್ನಿದಿ ಬಳಿ ಜೀವನದಲ್ಲಿ ಬಂದ ಸಂದೇಶ ಮತ್ತು ತಮ್ಮದೇ ಆಗಿ ಬೆಳೆದ ಶ್ರೀ ನಾರಾಯಣ ಗುರು ಕಾರ್ಯಕ್ರಮಕ್ಕೆ ಶ್ರದ್ಧೆಯನ್ನು ನೀಡಲಾಗಿದೆ. ಸಮಾರಂಭ ಆಯೋಜನೆ ಬಹು ಹುರುಪಿನಿಂದ ನಡೆದಿದೆ. bbox=[13, 1565, 158, 1790]
logo-word-ullala: ಉಳ್ಳಾಲ bbox=[1273, 39, 1379, 85]
ut-story-headline: ಯು.ಟಿ. ಖಾದರ್‌ಗೆ ಸಚಿವ ಸ್ಥಾನ? bbox=[811, 1178, 1036, 1203]
main-story-col-4 bbox=[1189, 198, 1529, 894]
main-column bbox=[345, 113, 1529, 1419]
main-story-col-1 bbox=[345, 198, 476, 894]
editorial-header bbox=[13, 113, 332, 155]
editorial-headline: ತುಳುನಾಡಿನ ಪ್ರತಿ ಮನೆಯ ಅಕ್ಷಯಪಾತ್ರೆ – 'ಬೀಡಿ ಸೂಪ್ರು: bbox=[13, 167, 319, 229]
website-url[interactable]: www.ullalavani.com bbox=[425, 33, 598, 53]
seal-line-2: ಶ್ರೀ bbox=[1126, 420, 1141, 437]
masthead-date-block bbox=[139, 29, 360, 89]
infobox-title bbox=[821, 1027, 1519, 1043]
bus-story-body-3 bbox=[13, 1358, 332, 1415]
nitk-story-para: ಅನುಮತಿ ಕೊಟ್ಟವರು, ಅವೈಜ್ಞಾನಿಕವಾಗಿ ಗುಡ್ಡ ಕತ್ತರಿಸಿದವರು ಇವರೆಲ್ಲರ ವಿರುದ್ಧ ಕಾನೂನು ಕ್ರಮ ಅಗದೇಕು. ಇಲ್ಲವಾದರೆ ಕುಟುಂಬ ಇಂತಹ ದುರಂತ ಮತ್ತೆ ಮರುಕಳಿಸದಂತೆ ಎಚ್ಚರಿಕೆ ವಹಿಸಬೇಕು ಎಂದು ಆಗ್ರಹಿಸಿದ್ದಾರೆ. NITK ಸಿವಿಲ್ ಇಂಜಿನಿಯರಿಂಗ್ ವಿಭಾಗದ ತಜ್ಞರ ತಂಡವು ಸ್ಥಳ ಪರಿಶೀಲನೆ ನಡೆಸಿ, ತಾಂತ್ರಿಕ ವರದಿಯನ್ನು ಜಿಲ್ಲಾಡಳಿತಕ್ಕೆ ಸಲ್ಲಿಸಲಿದೆ. bbox=[576, 1131, 798, 1261]
main-story-para: ಶೀಘ್ರದಲ್ಲಿ ಸಭೆ ನಡೆಸಿ ತೀರ್ಮಾನಕ್ಕೆ ಬರುವುದಾಗಿಯೂ, ಸೋಮೇಶ್ವರ ಪುರಸಭೆಯನ್ನು ವಿಶ್ವಾಸಕ್ಕೆ ಪಡೆದುಕೊಂಡು ಎರಡು ಗ್ರಾಮಗಳನ್ನು ಸಂಪರ್ಕ ಕಲಿಸುವ ಕಾರ್ಯಕ್ಕೆ ಕೈಹಾಕುತ್ತೇವೆ ಅನುವ ವಿಶ್ವಾಸ ವ್ಯಕ್ತಪಡಿಸಿದರು. bbox=[488, 488, 827, 542]
editorial-byline: ಸಂಪಾದಕ bbox=[293, 1021, 332, 1037]
writing-hand-pen-icon bbox=[197, 117, 241, 149]
ut-bullet: • ಖಾದರ್ ಅಧ್ಯಕ್ಷರಾದ ಸಮುದಾಯದವರು ಎಂಬ ಅಂಶ ಈ ಸುದ್ದಿಗೆ ಮುಖ್ಯ ರಾಜಕೀಯ ಆಯಾಮವನ್ನು ನೀಡಿದೆ. bbox=[827, 1237, 1529, 1256]
council-meeting-photo bbox=[488, 198, 827, 381]
masthead-contact-block bbox=[399, 33, 617, 87]
column-separator bbox=[332, 113, 345, 1419]
section-divider bbox=[345, 1293, 798, 1294]
rescue-operation-photo bbox=[576, 955, 798, 1124]
seal-line-1: ಉಳ್ಳಾಲ ವಾಣಿ bbox=[1113, 410, 1154, 420]
continuation-tag: 1ನೇ ಪುಟದಿಂದ bbox=[359, 960, 415, 972]
bottom-col-photo bbox=[326, 1563, 1216, 1953]
beedi-rolling-photo bbox=[13, 292, 332, 533]
registration-dot bbox=[665, 1961, 678, 1973]
